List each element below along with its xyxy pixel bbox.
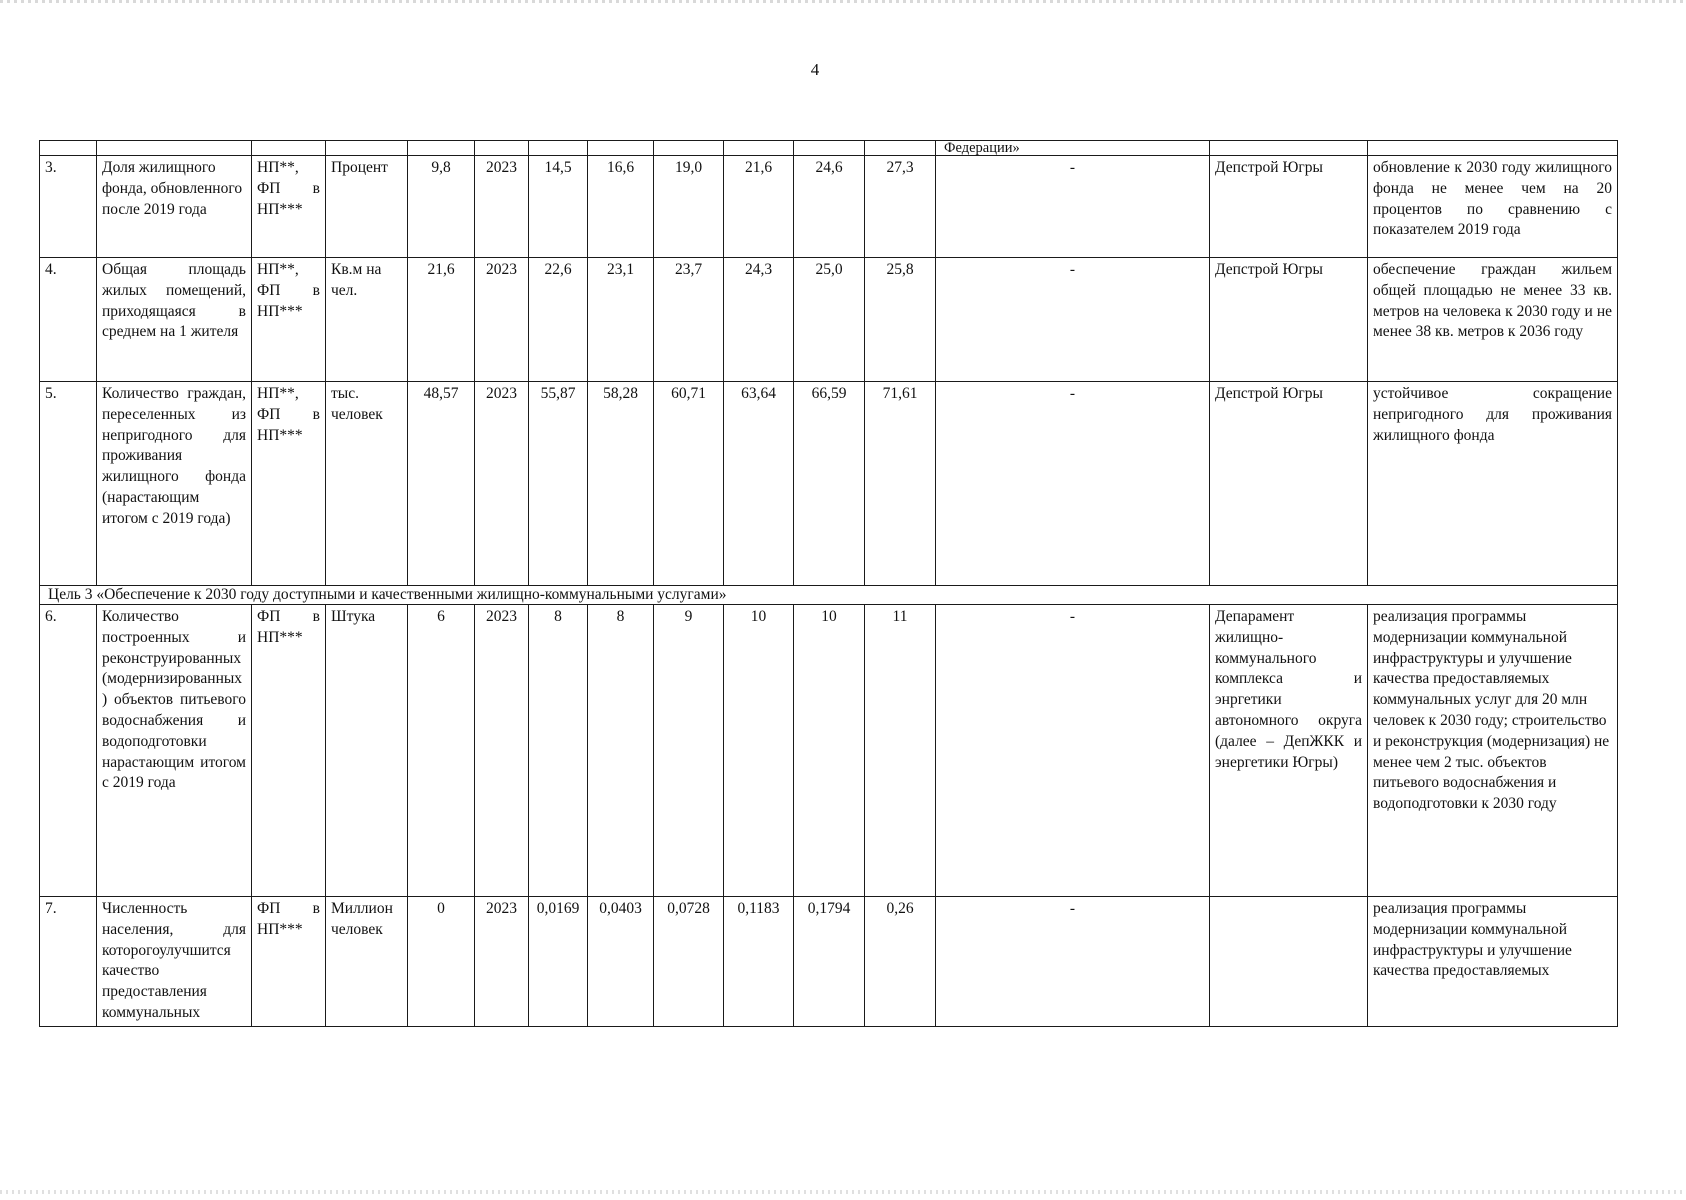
indicator-type: НП**, ФП в НП*** xyxy=(252,382,326,586)
base-value: 48,57 xyxy=(408,382,475,586)
responsible-body: Депарамент жилищно-коммунального комплекса и энргетики автономного округа (далее – ДепЖКК и энергетики Югры) xyxy=(1210,605,1368,897)
page-number: 4 xyxy=(810,60,820,79)
value-year-4: 24,3 xyxy=(724,258,794,382)
responsible-body: Депстрой Югры xyxy=(1210,382,1368,586)
scan-edge-bottom xyxy=(0,1190,1686,1194)
indicator-name: Доля жилищного фонда, обновленного после 2019 года xyxy=(97,156,252,258)
base-value: 21,6 xyxy=(408,258,475,382)
base-year: 2023 xyxy=(475,897,529,1027)
document-reference: - xyxy=(936,382,1210,586)
value-year-2: 23,1 xyxy=(588,258,654,382)
value-year-4: 0,1183 xyxy=(724,897,794,1027)
national-goal-link: обновление к 2030 году жилищного фонда не менее чем на 20 процентов по сравнению с показателем 2019 года xyxy=(1368,156,1618,258)
value-year-4: 21,6 xyxy=(724,156,794,258)
value-year-1: 22,6 xyxy=(529,258,588,382)
national-goal-link: обеспечение граждан жильем общей площадью не менее 33 кв. метров на человека к 2030 году и не менее 38 кв. метров к 2036 году xyxy=(1368,258,1618,382)
unit: тыс. человек xyxy=(326,382,408,586)
table-row xyxy=(40,258,1618,382)
value-year-2: 58,28 xyxy=(588,382,654,586)
indicator-type: НП**, ФП в НП*** xyxy=(252,156,326,258)
table-row xyxy=(40,382,1618,586)
value-year-1: 14,5 xyxy=(529,156,588,258)
unit: Штука xyxy=(326,605,408,897)
value-year-6: 71,61 xyxy=(865,382,936,586)
responsible-body xyxy=(1210,897,1368,1027)
indicators-table xyxy=(39,140,1618,1027)
indicator-name: Количество построенных и реконструированных (модернизированных) объектов питьевого водоснабжения и водоподготовки нарастающим итогом с 2019 года xyxy=(97,605,252,897)
value-year-6: 11 xyxy=(865,605,936,897)
value-year-5: 24,6 xyxy=(794,156,865,258)
row-number: 4. xyxy=(40,258,97,382)
value-year-5: 66,59 xyxy=(794,382,865,586)
continuation-row xyxy=(40,141,1618,156)
row-number: 7. xyxy=(40,897,97,1027)
value-year-2: 16,6 xyxy=(588,156,654,258)
value-year-3: 60,71 xyxy=(654,382,724,586)
value-year-5: 10 xyxy=(794,605,865,897)
goal-row xyxy=(40,586,1618,605)
table-row xyxy=(40,605,1618,897)
table-row xyxy=(40,156,1618,258)
value-year-4: 63,64 xyxy=(724,382,794,586)
document-reference: - xyxy=(936,605,1210,897)
responsible-body: Депстрой Югры xyxy=(1210,258,1368,382)
value-year-3: 9 xyxy=(654,605,724,897)
goal-title: Цель 3 «Обеспечение к 2030 году доступными и качественными жилищно-коммунальными услугами» xyxy=(40,586,1618,605)
national-goal-link: реализация программы модернизации коммунальной инфраструктуры и улучшение качества предоставляемых xyxy=(1368,897,1618,1027)
table-row xyxy=(40,897,1618,1027)
value-year-2: 0,0403 xyxy=(588,897,654,1027)
value-year-5: 0,1794 xyxy=(794,897,865,1027)
unit: Кв.м на чел. xyxy=(326,258,408,382)
base-value: 0 xyxy=(408,897,475,1027)
indicator-name: Общая площадь жилых помещений, приходящаяся в среднем на 1 жителя xyxy=(97,258,252,382)
value-year-1: 55,87 xyxy=(529,382,588,586)
value-year-2: 8 xyxy=(588,605,654,897)
value-year-1: 8 xyxy=(529,605,588,897)
value-year-6: 27,3 xyxy=(865,156,936,258)
value-year-3: 0,0728 xyxy=(654,897,724,1027)
national-goal-link: устойчивое сокращение непригодного для проживания жилищного фонда xyxy=(1368,382,1618,586)
indicator-type: ФП в НП*** xyxy=(252,897,326,1027)
value-year-6: 25,8 xyxy=(865,258,936,382)
row-number: 5. xyxy=(40,382,97,586)
row-number: 6. xyxy=(40,605,97,897)
indicator-type: НП**, ФП в НП*** xyxy=(252,258,326,382)
value-year-5: 25,0 xyxy=(794,258,865,382)
value-year-6: 0,26 xyxy=(865,897,936,1027)
national-goal-link: реализация программы модернизации коммунальной инфраструктуры и улучшение качества предоставляемых коммунальных услуг для 20 млн человек к 2030 году; строительство и реконструкция (модернизация) не менее чем 2 тыс. объектов питьевого водоснабжения и водоподготовки к 2030 году xyxy=(1368,605,1618,897)
base-value: 6 xyxy=(408,605,475,897)
base-year: 2023 xyxy=(475,382,529,586)
continuation-text: Федерации» xyxy=(936,141,1210,156)
scan-edge-top xyxy=(0,0,1686,3)
unit: Миллион человек xyxy=(326,897,408,1027)
value-year-1: 0,0169 xyxy=(529,897,588,1027)
base-year: 2023 xyxy=(475,156,529,258)
responsible-body: Депстрой Югры xyxy=(1210,156,1368,258)
document-reference: - xyxy=(936,897,1210,1027)
row-number: 3. xyxy=(40,156,97,258)
value-year-3: 23,7 xyxy=(654,258,724,382)
document-reference: - xyxy=(936,258,1210,382)
indicator-name: Численность населения, для которогоулучшится качество предоставления коммунальных xyxy=(97,897,252,1027)
unit: Процент xyxy=(326,156,408,258)
base-year: 2023 xyxy=(475,605,529,897)
indicator-name: Количество граждан, переселенных из непригодного для проживания жилищного фонда (нарастающим итогом с 2019 года) xyxy=(97,382,252,586)
base-year: 2023 xyxy=(475,258,529,382)
document-reference: - xyxy=(936,156,1210,258)
indicator-type: ФП в НП*** xyxy=(252,605,326,897)
value-year-3: 19,0 xyxy=(654,156,724,258)
base-value: 9,8 xyxy=(408,156,475,258)
value-year-4: 10 xyxy=(724,605,794,897)
